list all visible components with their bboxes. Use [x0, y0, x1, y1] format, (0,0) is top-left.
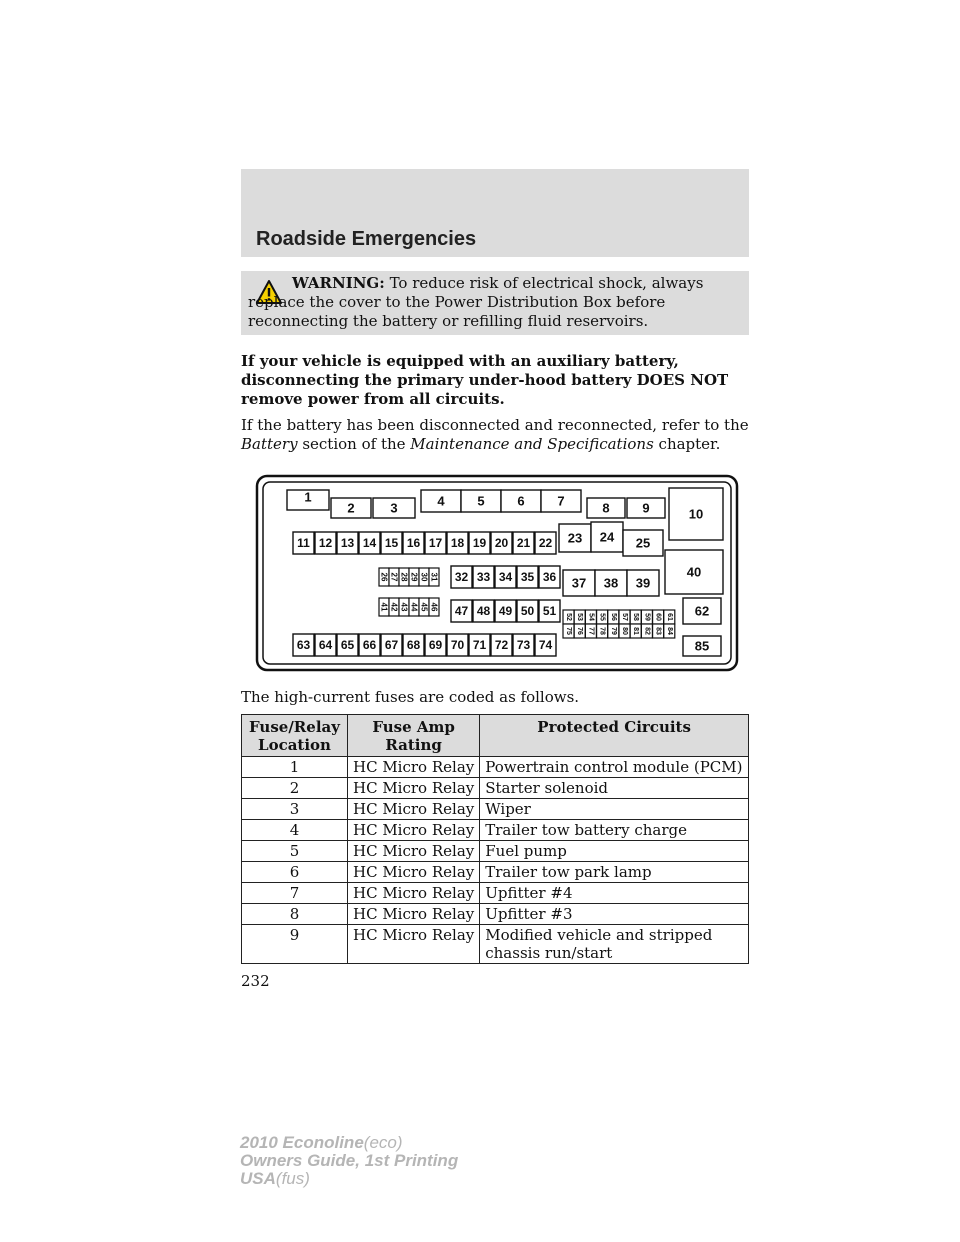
- table-cell: HC Micro Relay: [348, 820, 480, 841]
- fuse-label: 83: [654, 627, 662, 635]
- fuse-label: 12: [318, 536, 333, 550]
- page-number: 232: [241, 972, 270, 990]
- table-cell: 2: [242, 778, 348, 799]
- fuse-label: 43: [399, 602, 409, 612]
- fuse-label: 47: [454, 604, 469, 618]
- fuse-label: 20: [494, 536, 509, 550]
- fuse-label: 10: [688, 506, 704, 522]
- fuse-label: 57: [621, 613, 628, 621]
- table-cell: 8: [242, 904, 348, 925]
- fuse-label: 16: [406, 536, 421, 550]
- table-row: [242, 904, 749, 925]
- fuse-label: 63: [296, 638, 311, 652]
- column-header: Fuse/Relay Location: [242, 715, 348, 757]
- table-cell: 5: [242, 841, 348, 862]
- table-cell: Modified vehicle and stripped chassis run/start: [480, 925, 749, 964]
- table-cell: HC Micro Relay: [348, 883, 480, 904]
- reconnect-note: If the battery has been disconnected and reconnected, refer to the Battery section of the Maintenance and Specifications chapter.: [241, 416, 749, 453]
- table-cell: HC Micro Relay: [348, 799, 480, 820]
- fuse-label: 11: [297, 536, 310, 550]
- fuse-label: 61: [665, 613, 673, 621]
- table-row: [242, 925, 749, 964]
- fuse-label: 7: [557, 493, 565, 509]
- fuse-label: 37: [571, 575, 587, 591]
- fuse-label: 79: [609, 627, 617, 635]
- table-cell: 3: [242, 799, 348, 820]
- fuse-label: 70: [450, 638, 465, 652]
- fuse-label: 3: [390, 500, 398, 516]
- table-cell: 1: [242, 757, 348, 778]
- fuse-label: 59: [643, 613, 651, 621]
- fuse-label: 29: [409, 572, 419, 582]
- fuse-label: 82: [643, 627, 651, 635]
- fuse-label: 48: [476, 604, 491, 618]
- fuse-label: 30: [419, 572, 429, 582]
- fuse-label: 28: [399, 572, 409, 582]
- fuse-label: 73: [516, 638, 531, 652]
- fuse-label: 2: [347, 500, 355, 516]
- table-cell: HC Micro Relay: [348, 862, 480, 883]
- fuse-label: 77: [587, 627, 595, 635]
- table-cell: HC Micro Relay: [348, 925, 480, 964]
- table-cell: Wiper: [480, 799, 749, 820]
- fuse-label: 78: [598, 627, 606, 635]
- table-cell: 4: [242, 820, 348, 841]
- table-row: [242, 862, 749, 883]
- warning-text: [248, 274, 744, 331]
- fuse-label: 32: [454, 570, 469, 584]
- table-cell: Trailer tow battery charge: [480, 820, 749, 841]
- table-cell: Fuel pump: [480, 841, 749, 862]
- fuse-box-diagram: [255, 474, 739, 672]
- fuse-label: 85: [694, 638, 710, 654]
- fuse-label: 21: [516, 536, 531, 550]
- table-caption: The high-current fuses are coded as follows.: [241, 688, 580, 706]
- fuse-label: 27: [389, 572, 399, 582]
- table-row: [242, 883, 749, 904]
- section-title: Roadside Emergencies: [256, 228, 477, 250]
- fuse-label: 80: [621, 627, 628, 635]
- fuse-label: 50: [520, 604, 535, 618]
- fuse-label: 9: [642, 500, 650, 516]
- column-header: Fuse Amp Rating: [348, 715, 480, 757]
- warning-box: [241, 271, 749, 335]
- fuse-label: 6: [517, 493, 525, 509]
- battery-section-ref: Battery: [241, 435, 298, 453]
- document-footer: 2010 Econoline(eco) Owners Guide, 1st Printing USA(fus): [240, 1133, 459, 1188]
- column-header: Protected Circuits: [480, 715, 749, 757]
- table-cell: HC Micro Relay: [348, 904, 480, 925]
- fuse-label: 46: [429, 602, 439, 612]
- fuse-label: 1: [304, 489, 312, 505]
- table-cell: HC Micro Relay: [348, 778, 480, 799]
- fuse-label: 4: [437, 493, 445, 509]
- fuse-label: 44: [409, 602, 419, 612]
- fuse-label: 33: [476, 570, 491, 584]
- fuse-label: 72: [494, 638, 509, 652]
- fuse-label: 45: [419, 602, 429, 612]
- fuse-label: 23: [567, 530, 583, 546]
- section-header: [241, 169, 749, 257]
- table-row: [242, 757, 749, 778]
- fuse-label: 65: [340, 638, 355, 652]
- fuse-label: 22: [538, 536, 553, 550]
- fuse-label: 25: [635, 535, 651, 551]
- fuse-label: 13: [340, 536, 355, 550]
- table-row: [242, 799, 749, 820]
- fuse-label: 17: [428, 536, 443, 550]
- warning-body: To reduce risk of electrical shock, always replace the cover to the Power Distribution Box before reconnecting the battery or refilling fluid reservoirs.: [248, 274, 704, 330]
- fuse-label: 67: [384, 638, 399, 652]
- fuse-label: 62: [694, 603, 710, 619]
- table-header-row: [242, 715, 749, 757]
- fuse-label: 66: [362, 638, 377, 652]
- fuse-label: 34: [498, 570, 513, 584]
- table-row: [242, 778, 749, 799]
- table-row: [242, 820, 749, 841]
- warning-label: WARNING:: [292, 274, 385, 292]
- fuse-label: 41: [379, 602, 389, 612]
- fuse-label: 54: [587, 613, 595, 621]
- table-cell: 7: [242, 883, 348, 904]
- fuse-label: 36: [542, 570, 557, 584]
- fuse-label: 75: [565, 627, 572, 635]
- fuse-label: 56: [609, 613, 617, 621]
- fuse-label: 74: [538, 638, 553, 652]
- fuse-label: 60: [654, 613, 662, 621]
- fuse-label: 19: [472, 536, 487, 550]
- fuse-label: 49: [498, 604, 513, 618]
- table-cell: Trailer tow park lamp: [480, 862, 749, 883]
- table-cell: 6: [242, 862, 348, 883]
- high-current-fuse-table: [241, 714, 749, 964]
- fuse-label: 64: [318, 638, 333, 652]
- table-cell: Starter solenoid: [480, 778, 749, 799]
- fuse-label: 58: [632, 613, 640, 621]
- table-cell: 9: [242, 925, 348, 964]
- fuse-label: 15: [384, 536, 399, 550]
- table-cell: HC Micro Relay: [348, 757, 480, 778]
- fuse-label: 52: [565, 613, 572, 621]
- fuse-label: 38: [603, 575, 619, 591]
- fuse-label: 35: [520, 570, 535, 584]
- auxiliary-battery-note: If your vehicle is equipped with an auxiliary battery, disconnecting the primary under-hood battery DOES NOT remove power from all circuits.: [241, 352, 729, 408]
- fuse-label: 53: [576, 613, 584, 621]
- fuse-label: 69: [428, 638, 443, 652]
- fuse-label: 39: [635, 575, 651, 591]
- chapter-ref: Maintenance and Specifications: [410, 435, 654, 453]
- fuse-label: 40: [686, 564, 702, 580]
- fuse-label: 8: [602, 500, 610, 516]
- fuse-label: 14: [362, 536, 377, 550]
- table-cell: Upfitter #4: [480, 883, 749, 904]
- fuse-label: 55: [598, 613, 606, 621]
- fuse-label: 71: [472, 638, 487, 652]
- table-cell: Powertrain control module (PCM): [480, 757, 749, 778]
- fuse-label: 26: [379, 572, 389, 582]
- fuse-label: 42: [389, 602, 399, 612]
- fuse-label: 81: [632, 627, 640, 635]
- fuse-label: 76: [576, 627, 584, 635]
- fuse-label: 18: [450, 536, 465, 550]
- table-row: [242, 841, 749, 862]
- fuse-label: 24: [599, 529, 615, 545]
- table-cell: HC Micro Relay: [348, 841, 480, 862]
- fuse-label: 5: [477, 493, 485, 509]
- fuse-label: 68: [406, 638, 421, 652]
- fuse-label: 31: [429, 572, 439, 582]
- table-cell: Upfitter #3: [480, 904, 749, 925]
- fuse-label: 84: [665, 627, 673, 635]
- fuse-label: 51: [542, 604, 557, 618]
